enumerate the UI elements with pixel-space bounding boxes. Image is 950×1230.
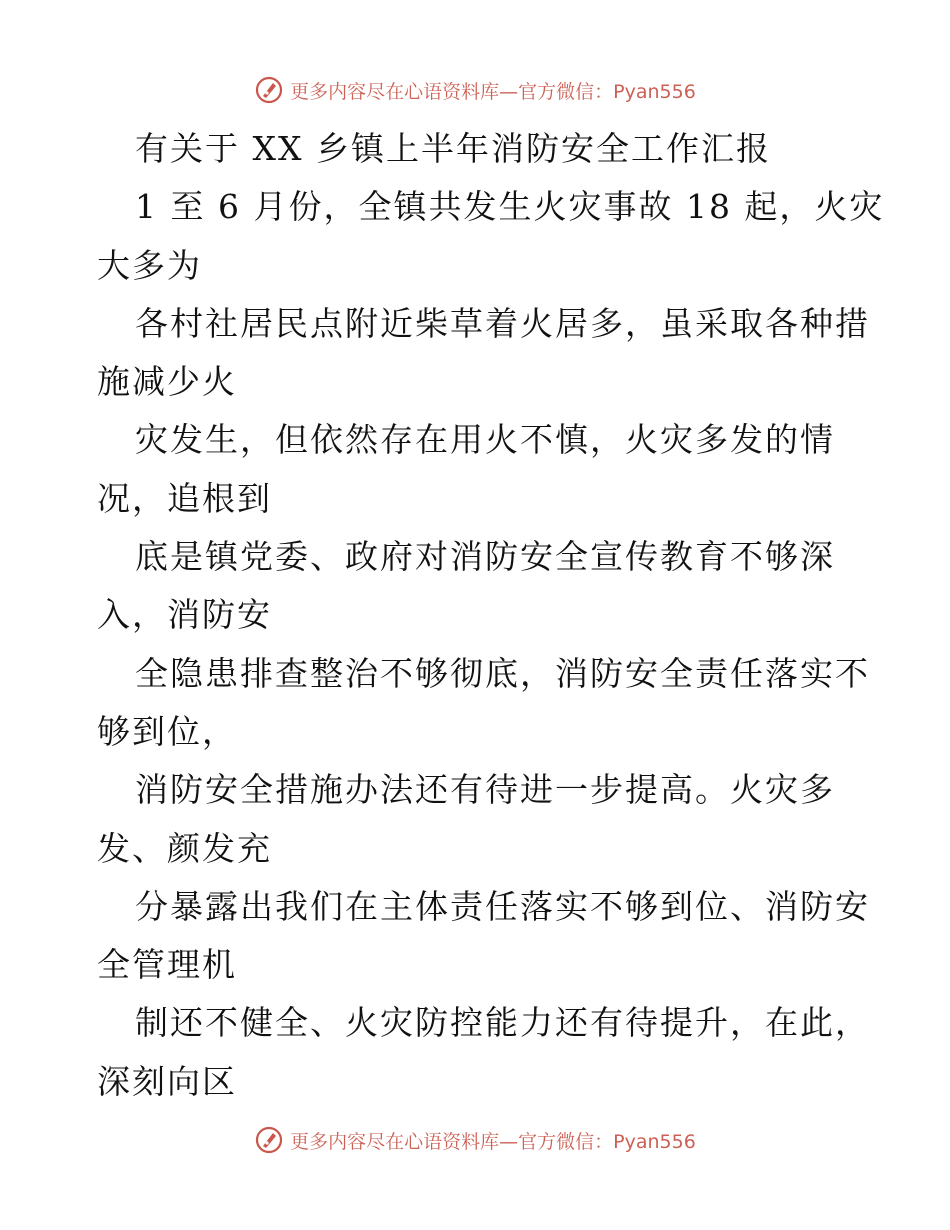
paragraph-line: 够到位， [97, 711, 237, 751]
paragraph-line: 深刻向区 [97, 1061, 237, 1101]
paragraph-line: 1 至 6 月份，全镇共发生火灾事故 18 起，火灾 [135, 187, 885, 227]
paragraph-line: 入，消防安 [97, 595, 272, 635]
paragraph-line: 各村社居民点附近柴草着火居多，虽采取各种措 [135, 303, 870, 343]
pen-nib-circle-icon [254, 75, 284, 105]
paragraph-line: 底是镇党委、政府对消防安全宣传教育不够深 [135, 537, 835, 577]
paragraph-line: 分暴露出我们在主体责任落实不够到位、消防安 [135, 886, 870, 926]
pen-nib-circle-icon [254, 1125, 284, 1155]
paragraph-line: 制还不健全、火灾防控能力还有待提升，在此， [135, 1003, 870, 1043]
paragraph-line: 大多为 [97, 245, 202, 285]
document-title: 有关于 XX 乡镇上半年消防安全工作汇报 [135, 129, 771, 168]
document-body [97, 120, 885, 1111]
paragraph-line: 况，追根到 [97, 478, 272, 518]
paragraph-line: 全管理机 [97, 945, 237, 985]
paragraph-line: 全隐患排查整治不够彻底，消防安全责任落实不 [135, 653, 870, 693]
paragraph-line: 消防安全措施办法还有待进一步提高。火灾多 [135, 770, 835, 810]
header-watermark-banner [0, 70, 950, 110]
header-watermark-text: 更多内容尽在心语资料库—官方微信：Pyan556 [290, 80, 696, 103]
footer-watermark-text: 更多内容尽在心语资料库—官方微信：Pyan556 [290, 1130, 696, 1153]
paragraph-line: 施减少火 [97, 362, 237, 402]
paragraph-line: 发、颜发充 [97, 828, 272, 868]
paragraph-line: 灾发生，但依然存在用火不慎，火灾多发的情 [135, 420, 835, 460]
footer-watermark-banner [0, 1120, 950, 1160]
